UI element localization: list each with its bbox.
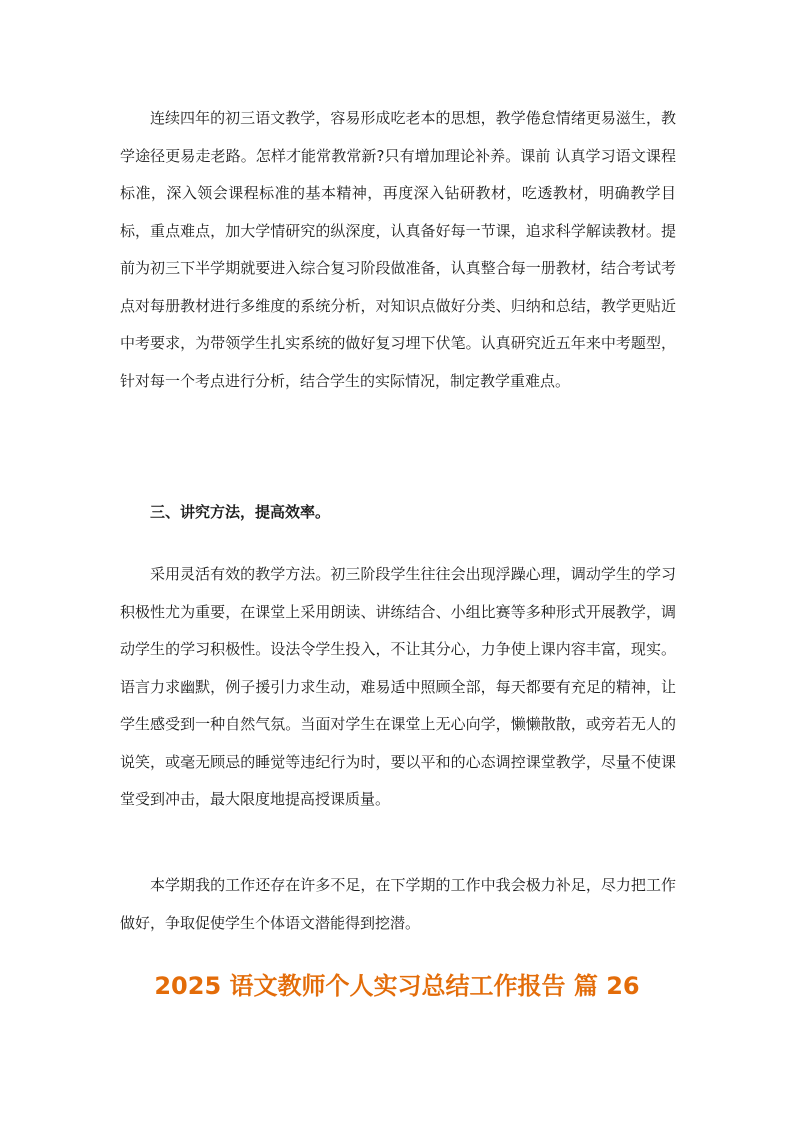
body-paragraph: 采用灵活有效的教学方法。初三阶段学生往往会出现浮躁心理，调动学生的学习积极性尤为重要，在课堂上采用朗读、讲练结合、小组比赛等多种形式开展教学，调动学生的学习积极性。设法令学生投入，不让其分心，力争使上课内容丰富，现实。语言力求幽默，例子援引力求生动，难易适中照顾全部，每天都要有充足的精神，让学生感受到一种自然气氛。当面对学生在课堂上无心向学，懒懒散散，或旁若无人的说笑，或毫无顾忌的睡觉等违纪行为时，要以平和的心态调控课堂教学，尽量不使课堂受到冲击，最大限度地提高授课质量。 — [120, 565, 676, 808]
body-paragraph: 本学期我的工作还存在许多不足，在下学期的工作中我会极力补足，尽力把工作做好，争取促使学生个体语文潜能得到挖潜。 — [120, 876, 676, 932]
section-title: 2025 语文教师个人实习总结工作报告 篇 26 — [154, 972, 640, 1000]
body-paragraph: 连续四年的初三语文教学，容易形成吃老本的思想，教学倦怠情绪更易滋生，教学途径更易走老路。怎样才能常教常新?只有增加理论补养。课前 认真学习语文课程标准，深入领会课程标准的基本精神，再度深入钻研教材，吃透教材，明确教学目标，重点难点，加大学情研究的纵深度，认真备好每一节课，追求科学解读教材。提前为初三下半学期就要进入综合复习阶段做准备，认真整合每一册教材，结合考试考点对每册教材进行多维度的系统分析，对知识点做好分类、归纳和总结，教学更贴近中考要求，为带领学生扎实系统的做好复习埋下伏笔。认真研究近五年来中考题型，针对每一个考点进行分析，结合学生的实际情况，制定教学重难点。 — [120, 109, 676, 390]
section-heading: 三、讲究方法，提高效率。 — [150, 503, 331, 521]
